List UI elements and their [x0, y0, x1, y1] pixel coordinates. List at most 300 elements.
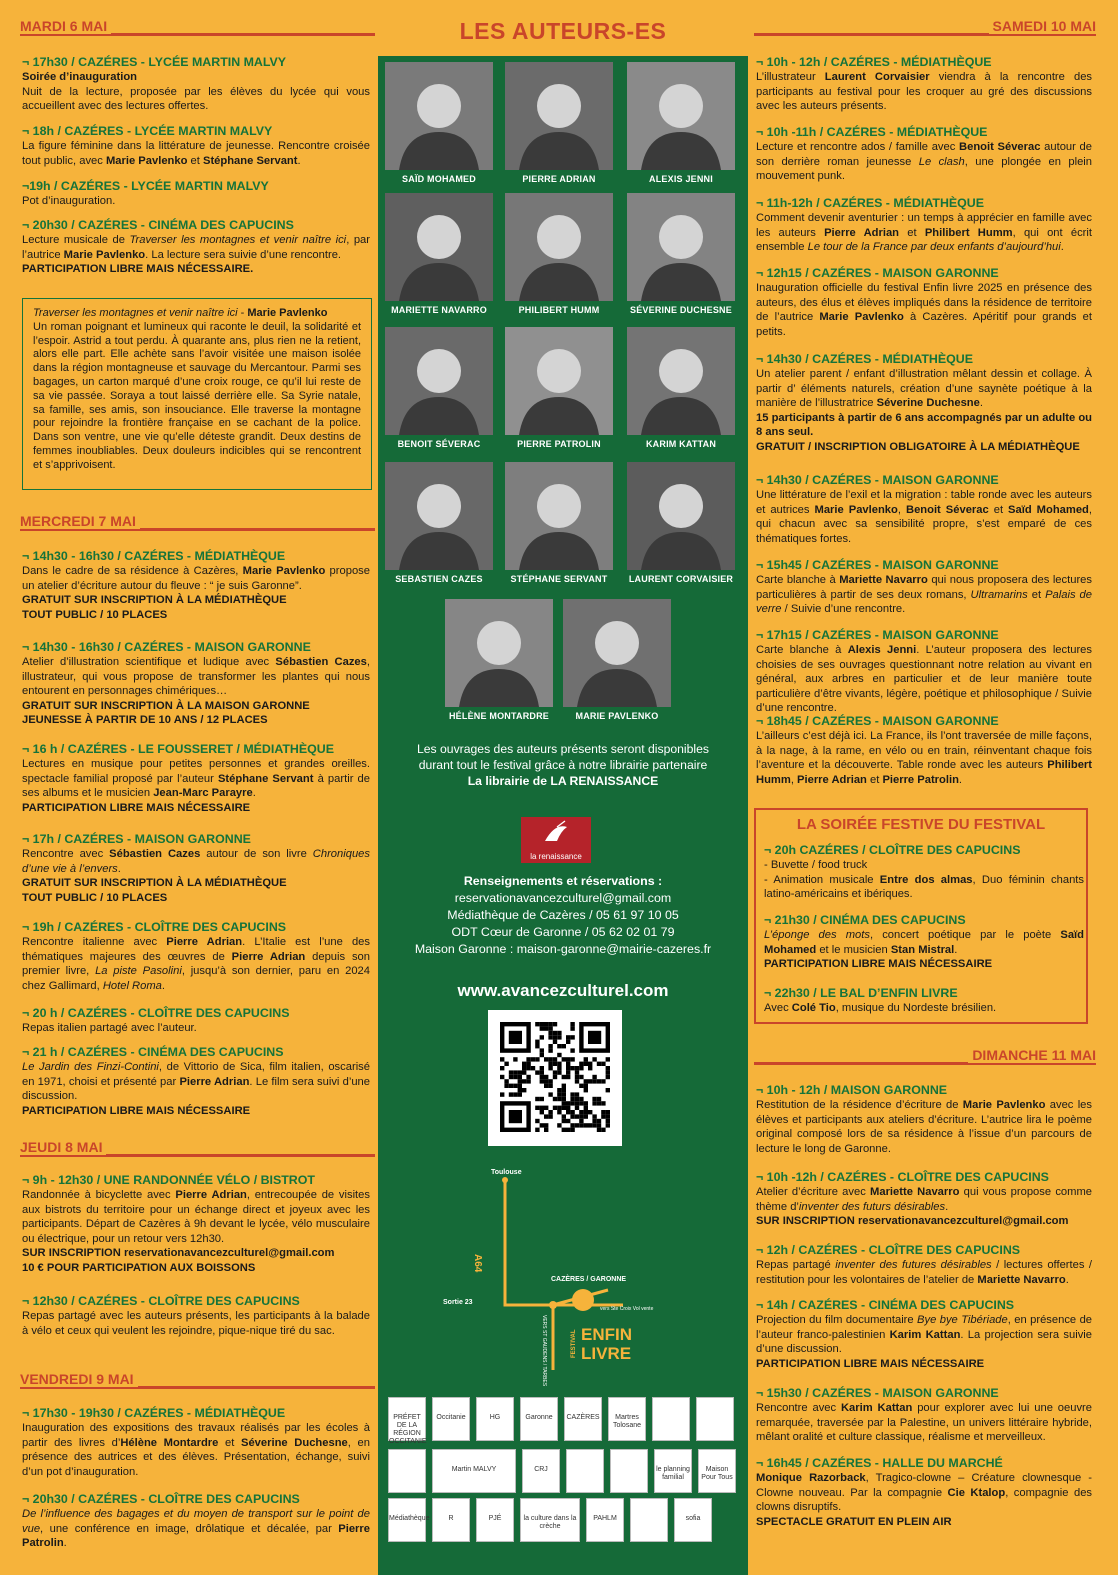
work-title: Chroniques d’une vie à l’envers	[22, 848, 370, 875]
map-label-toulouse: Toulouse	[491, 1169, 522, 1176]
author-photo	[385, 193, 493, 301]
desc: , entrecoupée de visites aux bistrots du territoire pour un échange direct et joyeux avec les participants. Départ de Cazères à 9h devant le lycée, vélo musculaire ou électrique, pour un retour vers 12h30.	[22, 1189, 370, 1245]
desc: L’ailleurs c’est déjà ici. La France, ils l’ont traversée de mille façons, à la nage, à la rame, en vélo ou en train, réinventant chaque fois l’aventure et la découverte. Table ronde avec les auteurs	[756, 730, 1092, 772]
author-card	[501, 462, 617, 584]
desc: .	[252, 787, 256, 800]
author-name: HÉLÈNE MONTARDRE	[448, 711, 550, 721]
event	[756, 1083, 1092, 1156]
sponsor-logo[interactable]	[520, 1397, 558, 1441]
author-name: Philibert Humm	[756, 759, 1092, 786]
event-title: ¬ 17h30 - 19h30 / CAZÉRES - MÉDIATHÈQUE	[22, 1406, 286, 1420]
day-label: SAMEDI 10 MAI	[989, 18, 1100, 34]
portrait-silhouette-icon	[505, 62, 613, 170]
portrait-silhouette-icon	[627, 62, 735, 170]
author-name: PIERRE ADRIAN	[522, 174, 596, 184]
desc: / lectures offertes / restitution pour les volontaires de l’atelier de	[756, 1259, 1093, 1286]
map-label-cazeres: CAZÈRES / GARONNE	[551, 1276, 627, 1283]
desc: Avec	[764, 1002, 792, 1014]
event-footnote: GRATUIT SUR INSCRIPTION À LA MÉDIATHÈQUE	[22, 594, 287, 607]
sponsor-label: PRÉFET DE LA RÉGION OCCITANIE	[389, 1414, 427, 1445]
desc: à partir de ses albums et le musicien	[22, 772, 370, 800]
event-wed-6	[22, 1006, 370, 1036]
work-title: La piste Pasolini	[95, 965, 182, 978]
event-desc: Pot d’inauguration.	[22, 195, 116, 207]
desc: et	[866, 773, 883, 786]
desc: autour de son livre	[200, 848, 313, 860]
author-card	[381, 327, 497, 449]
work-title: Traverser les montagnes et venir naître ici	[129, 234, 347, 246]
sponsor-label: Médiathèque	[389, 1515, 430, 1522]
author-name: PHILIBERT HUMM	[518, 305, 600, 315]
author-photo	[385, 327, 493, 435]
event	[756, 558, 1092, 617]
event-footnote: GRATUIT SUR INSCRIPTION À LA MAISON GARONNE	[22, 699, 310, 712]
desc: .	[1060, 241, 1064, 254]
portrait-silhouette-icon	[505, 193, 613, 301]
sponsor-logo[interactable]	[652, 1397, 690, 1441]
sponsor-label: sofia	[685, 1515, 701, 1522]
event-footnote: TOUT PUBLIC / 10 PLACES	[22, 891, 168, 904]
desc: qui nous proposera des lectures particulières à partir de ses deux romans,	[756, 574, 1092, 601]
author-name: Alexis Jenni	[847, 644, 917, 656]
day-header-sunday	[754, 1049, 1096, 1065]
event	[756, 1386, 1092, 1445]
author-name: Karim Kattan	[840, 1402, 913, 1414]
event-title: ¬ 10h -12h / CAZÉRES - CLOÎTRE DES CAPUCINS	[756, 1170, 1049, 1184]
desc: , de Vittorio de Sica, film italien, oscarisé en 1971, choisi et présenté par	[22, 1061, 370, 1088]
sponsor-logo[interactable]	[610, 1449, 648, 1493]
work-title: Hotel Roma	[102, 979, 162, 992]
author-name: Sébastien Cazes	[275, 656, 367, 668]
author-name: Marie Pavlenko	[242, 565, 326, 577]
event-title: ¬ 10h -11h / CAZÉRES - MÉDIATHÈQUE	[756, 125, 988, 139]
desc: , Tragico-clowne – Créature clownesque - Clowne nouveau. Par la compagnie	[756, 1472, 1092, 1499]
map-label-side: vers Ste Croix Vol vente	[600, 1306, 654, 1312]
event-footnote: SPECTACLE GRATUIT EN PLEIN AIR	[756, 1515, 952, 1528]
event	[756, 352, 1092, 455]
festival-logo-small: FESTIVAL	[571, 1329, 577, 1358]
event-tue-1	[22, 55, 370, 114]
event-footnote: 10 € POUR PARTICIPATION AUX BOISSONS	[22, 1261, 256, 1274]
sponsor-label: R	[448, 1515, 454, 1522]
desc: , qui ont écrit ensemble	[756, 226, 1092, 254]
event-footnote: 15 participants à partir de 6 ans accompagnés par un adulte ou 8 ans seul.	[756, 411, 1092, 439]
author-card	[501, 327, 617, 449]
event-desc: Repas partagé avec les auteurs présents, les participants à la balade à vélo et ceux qui veulent les rejoindre, pique-nique tiré du sac.	[22, 1310, 370, 1337]
author-card	[501, 62, 617, 184]
desc: - Buvette / food truck	[764, 859, 868, 871]
desc: , compagnie des clowns disruptifs.	[756, 1486, 1093, 1514]
event-title: ¬ 20h30 / CAZÉRES - CINÉMA DES CAPUCINS	[22, 218, 294, 232]
event-title: ¬ 14h30 - 16h30 / CAZÉRES - MÉDIATHÈQUE	[22, 549, 286, 563]
festive-title: LA SOIRÉE FESTIVE DU FESTIVAL	[796, 816, 1046, 833]
sponsor-label: PAHLM	[593, 1515, 617, 1522]
event-title: ¬ 21h30 / CINÉMA DES CAPUCINS	[764, 913, 966, 927]
desc: Inauguration des expositions des travaux réalisés par les écoles à partir des livres d’	[22, 1422, 370, 1449]
event-desc: Nuit de la lecture, proposée par les élèves du lycée qui vous accueillent avec des lectures offertes.	[22, 85, 370, 113]
author-photo	[505, 327, 613, 435]
author-name: Pierre Patrolin	[882, 773, 959, 786]
author-name: MARIETTE NAVARRO	[391, 305, 487, 315]
work-title: L’éponge des mots	[764, 929, 870, 941]
desc: à Cazères. Apéritif pour grands et petits.	[756, 311, 1092, 338]
desc: , une plongée en plein mouvement punk.	[756, 155, 1093, 183]
event	[756, 1170, 1092, 1229]
author-name: Marie Pavlenko	[819, 311, 904, 324]
work-title: De l’influence des bagages et du moyen de transport sur le point de vue	[22, 1508, 370, 1535]
desc: , qui chacun avec sa sensibilité propre, s’est emparé de ces thématiques fortes.	[756, 503, 1092, 545]
desc: depuis son premier livre,	[22, 950, 370, 978]
event	[764, 913, 1084, 972]
map-cazeres-dot	[572, 1289, 594, 1311]
event-footnote: PARTICIPATION LIBRE MAIS NÉCESSAIRE	[22, 1104, 251, 1117]
author-name: Saïd Mohamed	[764, 929, 1084, 956]
event-title: ¬ 14h / CAZÉRES - CINÉMA DES CAPUCINS	[756, 1298, 1015, 1312]
desc: Une littérature de l’exil et la migration : table ronde avec les auteurs et autrices	[756, 489, 1092, 516]
contact-email[interactable]: reservationavancezculturel@gmail.com	[454, 891, 672, 905]
event-title: ¬ 17h / CAZÉRES - MAISON GARONNE	[22, 832, 251, 846]
desc: Rencontre italienne avec	[22, 936, 167, 948]
day-header-tuesday	[20, 20, 375, 36]
author-name: Stéphane Servant	[202, 154, 298, 167]
map-exit-dot	[549, 1301, 557, 1309]
qr-code[interactable]	[488, 1010, 622, 1146]
author-name: Séverine Duchesne	[876, 397, 980, 410]
note-line: durant tout le festival grâce à notre librairie partenaire	[418, 758, 708, 772]
author-name: Laurent Corvaisier	[824, 71, 930, 83]
desc: .	[297, 154, 301, 167]
author-name: Philibert Humm	[924, 226, 1013, 239]
desc: . La projection sera suivie d’une discussion.	[756, 1328, 1092, 1356]
event-tue-4	[22, 218, 370, 277]
desc: ,	[897, 503, 906, 516]
sponsor-logo[interactable]	[476, 1397, 514, 1441]
contact-title: Renseignements et réservations :	[463, 874, 663, 888]
desc: et le musicien	[816, 943, 891, 956]
portrait-silhouette-icon	[563, 599, 671, 707]
authors-title: LES AUTEURS-ES	[378, 0, 748, 56]
desc: , en présence de l’auteur franco-palestinien	[756, 1314, 1093, 1341]
portrait-silhouette-icon	[627, 193, 735, 301]
sponsor-logo[interactable]	[698, 1449, 736, 1493]
author-card	[623, 327, 739, 449]
renaissance-logo-mark	[521, 817, 591, 849]
sponsor-logo[interactable]	[566, 1449, 604, 1493]
author-name: Benoit Séverac	[905, 503, 989, 516]
portrait-silhouette-icon	[385, 193, 493, 301]
sponsor-logo[interactable]	[388, 1449, 426, 1493]
desc: / Suivie d’une rencontre.	[781, 603, 906, 616]
author-name: Karim Kattan	[889, 1328, 961, 1341]
author-name: KARIM KATTAN	[645, 439, 717, 449]
desc: autour de son derrière roman jeunesse	[756, 141, 1092, 168]
author-photo	[563, 599, 671, 707]
day-label: MERCREDI 7 MAI	[16, 513, 140, 529]
note-line: Les ouvrages des auteurs présents seront disponibles	[416, 742, 709, 756]
event-fri-1	[22, 1406, 370, 1479]
desc: , une conférence en image, drôlatique et décalée, par	[40, 1522, 339, 1535]
author-name: STÉPHANE SERVANT	[510, 574, 608, 584]
desc: pour explorer avec lui une oeuvre remarquée, traversée par la Palestine, un univers littéraire hybride, mêlant oralité et culture classique, réalisme et merveilleux.	[756, 1402, 1092, 1444]
desc: , Duo féminin chants latino-américains et ibériques.	[764, 873, 1084, 901]
event-title: ¬ 14h30 / CAZÉRES - MAISON GARONNE	[756, 473, 999, 487]
desc: Repas partagé	[756, 1259, 836, 1271]
desc: Restitution de la résidence d’écriture de	[756, 1099, 963, 1111]
desc: .	[117, 862, 121, 875]
desc: et	[988, 503, 1009, 516]
author-name: Sébastien Cazes	[109, 848, 201, 860]
author-card	[381, 62, 497, 184]
event-footnote: PARTICIPATION LIBRE MAIS NÉCESSAIRE	[764, 958, 993, 971]
sponsor-label: CAZÈRES	[566, 1414, 600, 1421]
sponsor-label: CRJ	[534, 1466, 548, 1473]
desc: Randonnée à bicyclette avec	[22, 1189, 176, 1201]
desc: .	[954, 943, 958, 956]
book-box	[22, 298, 372, 490]
event-wed-5	[22, 920, 370, 993]
event-tue-2	[22, 124, 370, 168]
portrait-silhouette-icon	[505, 327, 613, 435]
sponsor-logo[interactable]	[522, 1449, 560, 1493]
sponsor-logo[interactable]	[630, 1498, 668, 1542]
author-name: Jean-Marc Parayre	[153, 787, 253, 800]
desc: . L’auteur proposera des lectures choisies de ses ouvrages questionnant notre relation au vivant en général, aux arbres en particulier et de leur manière toute particulière d’être vivants, légère, poétique et philosophique / Suivie d’une rencontre.	[756, 644, 1092, 715]
day-header-saturday	[754, 20, 1096, 36]
event-title: ¬ 15h45 / CAZÉRES - MAISON GARONNE	[756, 558, 999, 572]
event-thu-2	[22, 1294, 370, 1338]
desc: Carte blanche à	[756, 644, 848, 656]
website-link[interactable]: www.avancezculturel.com	[457, 981, 669, 1000]
map-toulouse-dot	[502, 1177, 508, 1183]
author-name: Pierre Adrian	[175, 1189, 247, 1201]
portrait-silhouette-icon	[385, 327, 493, 435]
day-header-friday	[20, 1373, 375, 1389]
author-card	[623, 193, 739, 315]
event-title: ¬ 22h30 / LE BAL D’ENFIN LIVRE	[764, 986, 958, 1000]
sponsor-label: la culture dans la crèche	[523, 1515, 577, 1530]
portrait-silhouette-icon	[505, 462, 613, 570]
contact-maison-garonne[interactable]: Maison Garonne : maison-garonne@mairie-cazeres.fr	[414, 942, 712, 956]
desc: Rencontre avec	[22, 848, 110, 860]
desc: Projection du film documentaire	[756, 1314, 918, 1326]
author-name: Pierre Adrian	[231, 950, 306, 963]
author-name: ALEXIS JENNI	[649, 174, 713, 184]
artist-name: Entre dos almas	[879, 873, 973, 886]
author-name: Benoit Séverac	[959, 141, 1041, 153]
author-name: Mariette Navarro	[870, 1186, 960, 1198]
desc: Inauguration officielle du festival Enfin livre 2025 en présence des auteurs, des élus et élèves impliqués dans la résidence de territoire de l’autrice	[756, 282, 1092, 324]
desc: et	[218, 1436, 241, 1449]
book-title: Traverser les montagnes et venir naître ici	[33, 307, 238, 319]
event-footnote: PARTICIPATION LIBRE MAIS NÉCESSAIRE.	[22, 263, 254, 276]
sponsor-logo[interactable]	[608, 1397, 646, 1441]
sponsor-logo[interactable]	[476, 1498, 514, 1542]
desc: et	[1027, 588, 1046, 601]
desc: Lectures en musique pour petites personnes et grandes oreilles. spectacle familial proposé par l’auteur	[22, 758, 370, 785]
sponsor-logo[interactable]	[564, 1397, 602, 1441]
desc: L’illustrateur	[756, 71, 825, 83]
desc: . La lecture sera suivie d’une rencontre.	[145, 248, 342, 261]
work-title: Ultramarins	[970, 588, 1028, 601]
author-name: Mariette Navarro	[839, 574, 928, 586]
author-photo	[385, 462, 493, 570]
event-title: ¬ 18h45 / CAZÉRES - MAISON GARONNE	[756, 714, 999, 728]
renaissance-logo[interactable]	[521, 817, 591, 863]
sponsor-logo[interactable]	[432, 1397, 470, 1441]
sponsor-logo[interactable]	[388, 1498, 430, 1542]
desc: Dans le cadre de sa résidence à Cazères,	[22, 565, 243, 577]
event-title: ¬ 16h45 / CAZÉRES - HALLE DU MARCHÉ	[756, 1456, 1003, 1470]
event-title: ¬ 20 h / CAZÉRES - CLOÎTRE DES CAPUCINS	[22, 1006, 290, 1020]
portrait-silhouette-icon	[627, 327, 735, 435]
work-title: inventer des futures désirables	[835, 1259, 992, 1271]
sponsor-label: Maison Pour Tous	[701, 1466, 733, 1481]
event	[756, 125, 1092, 184]
author-name: Marie Pavlenko	[814, 503, 898, 516]
author-photo	[627, 327, 735, 435]
event-wed-1	[22, 549, 370, 622]
author-name: Hélène Montardre	[120, 1436, 219, 1449]
event-title: ¬ 19h / CAZÉRES - CLOÎTRE DES CAPUCINS	[22, 920, 287, 934]
author-card	[559, 599, 675, 721]
note-line: La librairie de LA RENAISSANCE	[467, 774, 659, 788]
event-footnote: PARTICIPATION LIBRE MAIS NÉCESSAIRE	[22, 801, 251, 814]
sponsor-label: HG	[489, 1414, 501, 1421]
author-card	[381, 462, 497, 584]
author-card	[501, 193, 617, 315]
event-title: ¬ 17h30 / CAZÉRES - LYCÉE MARTIN MALVY	[22, 55, 287, 69]
event	[756, 266, 1092, 339]
desc: , jusqu’à son dernier, paru en 2024 chez Gallimard,	[22, 965, 370, 992]
event-title: ¬ 9h - 12h30 / UNE RANDONNÉE VÉLO / BISTROT	[22, 1173, 315, 1187]
desc-line	[764, 873, 1084, 902]
sponsor-logo[interactable]	[432, 1498, 470, 1542]
author-photo	[505, 62, 613, 170]
event	[756, 1456, 1092, 1529]
renaissance-logo-label: la renaissance	[530, 852, 582, 861]
left-column	[0, 0, 378, 1575]
sponsor-logo[interactable]	[586, 1498, 624, 1542]
event-wed-3	[22, 742, 370, 815]
desc: , musique du Nordeste brésilien.	[835, 1002, 997, 1014]
desc: Comment devenir aventurier : un temps à apprécier en famille avec les auteurs	[756, 212, 1092, 239]
desc: , par l’autrice	[22, 234, 371, 261]
event-title: ¬ 10h - 12h / CAZÉRES - MÉDIATHÈQUE	[756, 55, 992, 69]
author-name: Pierre Adrian	[166, 936, 243, 948]
desc: propose un atelier d’écriture autour du fleuve : “ je suis Garonne”.	[22, 565, 370, 592]
event	[756, 196, 1092, 255]
sponsor-label: le planning familial	[656, 1466, 690, 1481]
desc: La figure féminine dans la littérature de jeunesse. Rencontre croisée tout public, avec	[22, 140, 370, 167]
author-name: Pierre Adrian	[179, 1075, 250, 1088]
author-photo	[627, 462, 735, 570]
author-photo	[627, 62, 735, 170]
event-footnote: SUR INSCRIPTION reservationavancezculturel@gmail.com	[22, 1247, 335, 1260]
event-wed-7	[22, 1045, 370, 1118]
event-tue-3	[22, 179, 370, 209]
event-footnote: PARTICIPATION LIBRE MAIS NÉCESSAIRE	[756, 1357, 985, 1370]
desc: .	[958, 773, 963, 786]
sponsor-logo[interactable]	[520, 1498, 580, 1542]
desc: , illustrateur, qui vous propose de transformer les plantes qui nous entourent en personnages chimériques…	[22, 656, 370, 698]
event-footnote: SUR INSCRIPTION reservationavancezculturel@gmail.com	[756, 1215, 1069, 1228]
day-label: JEUDI 8 MAI	[16, 1139, 106, 1155]
right-column	[748, 0, 1118, 1575]
author-name: Stan Mistral	[890, 943, 955, 956]
sponsor-logo[interactable]	[432, 1449, 516, 1493]
author-card	[441, 599, 557, 721]
event-title: ¬ 18h / CAZÉRES - LYCÉE MARTIN MALVY	[22, 124, 273, 138]
bookstore-note	[378, 741, 748, 789]
portrait-silhouette-icon	[627, 462, 735, 570]
author-name: Pierre Adrian	[824, 226, 900, 239]
portrait-silhouette-icon	[445, 599, 553, 707]
portrait-silhouette-icon	[385, 462, 493, 570]
sponsor-logo[interactable]	[388, 1397, 427, 1445]
event-title: ¬ 12h / CAZÉRES - CLOÎTRE DES CAPUCINS	[756, 1243, 1021, 1257]
desc: Lecture musicale de	[22, 234, 130, 246]
sponsor-label: PJÉ	[488, 1515, 502, 1522]
event-title: ¬ 16 h / CAZÉRES - LE FOUSSERET / MÉDIATHÈQUE	[22, 742, 334, 756]
desc: - Animation musicale	[764, 873, 880, 886]
event-title: ¬ 10h - 12h / MAISON GARONNE	[756, 1083, 948, 1097]
author-name: SEBASTIEN CAZES	[395, 574, 483, 584]
event-title: ¬ 17h15 / CAZÉRES - MAISON GARONNE	[756, 628, 999, 642]
event-title: ¬ 20h30 / CAZÉRES - CLOÎTRE DES CAPUCINS	[22, 1492, 300, 1506]
author-name: Monique Razorback	[756, 1472, 866, 1484]
festival-logo-enfin: ENFIN	[581, 1325, 632, 1344]
map-label-a64: A64	[472, 1254, 483, 1273]
work-title: Palais de verre	[756, 588, 1092, 616]
event	[756, 714, 1092, 787]
work-title: Le Jardin des Finzi-Contini	[22, 1061, 159, 1073]
contact-block	[378, 873, 748, 958]
event-footnote: GRATUIT SUR INSCRIPTION À LA MÉDIATHÈQUE	[22, 877, 287, 890]
event-title: ¬ 14h30 - 16h30 / CAZÉRES - MAISON GARONNE	[22, 640, 311, 654]
author-name: BENOIT SÉVERAC	[397, 439, 481, 449]
author-name: Mariette Navarro	[977, 1273, 1066, 1286]
event-title: ¬ 21 h / CAZÉRES - CINÉMA DES CAPUCINS	[22, 1045, 284, 1059]
sponsor-logo[interactable]	[654, 1449, 692, 1493]
day-label: MARDI 6 MAI	[16, 18, 111, 34]
author-photo	[627, 193, 735, 301]
sponsor-logo[interactable]	[674, 1498, 712, 1542]
author-name: MARIE PAVLENKO	[575, 711, 659, 721]
event-title: ¬ 20h CAZÉRES / CLOÎTRE DES CAPUCINS	[764, 843, 1021, 857]
qr-code-icon	[500, 1022, 610, 1132]
desc: viendra à la rencontre des participants au festival pour les croquer au gré des discussions avec les auteurs présents.	[756, 71, 1093, 113]
festival-logo-livre: LIVRE	[581, 1344, 632, 1363]
desc: Atelier d’illustration scientifique et ludique avec	[22, 656, 276, 668]
day-header-thursday	[20, 1141, 375, 1157]
desc: qui vous propose comme thème d’	[756, 1186, 1092, 1213]
work-title: Le clash	[918, 155, 965, 168]
work-title: Bye bye Tibériade	[917, 1314, 1008, 1326]
author-name: Saïd Mohamed	[1008, 503, 1089, 516]
desc: Atelier d’écriture avec	[756, 1186, 871, 1198]
book-summary: Un roman poignant et lumineux qui raconte le deuil, la solidarité et l’espoir. Astrid a tout perdu. À quarante ans, plus rien ne la retient, alors elle part. Elle achète sans l’avoir visitée une maison isolée dans la région montagneuse et sauvage du Mercantour. Parmi ses bagages, un carton marqué d’une croix rouge, ce qu’il lui reste de sa vie passée. Soraya a tout laissé derrière elle. Sa Syrie natale, sa famille, ses amis, son insouciance. Elle traverse la montagne pour rejoindre la frontière française en se cachant de la police. Dans son ventre, une vie qu’elle déteste grandit. Deux destins de femmes inoubliables. Deux douleurs indicibles qui se rencontrent et s’apprivoisent.	[33, 320, 361, 471]
desc: avec les élèves et participants aux ateliers d’écriture. L’autrice lira le poème original composé lors de sa résidence à l’issue d’un parcours de lecture le long de Garonne.	[756, 1099, 1092, 1155]
author-name: Pierre Adrian	[797, 773, 867, 786]
event-thu-1	[22, 1173, 370, 1276]
contact-odt: ODT Cœur de Garonne / 05 62 02 01 79	[451, 925, 675, 939]
work-title: inventer des futurs désirables	[798, 1200, 946, 1213]
sponsor-logo[interactable]	[696, 1397, 734, 1441]
day-label: DIMANCHE 11 MAI	[968, 1047, 1100, 1063]
desc: .	[1065, 1273, 1069, 1286]
sep: -	[237, 307, 248, 319]
book-author: Marie Pavlenko	[247, 307, 328, 319]
